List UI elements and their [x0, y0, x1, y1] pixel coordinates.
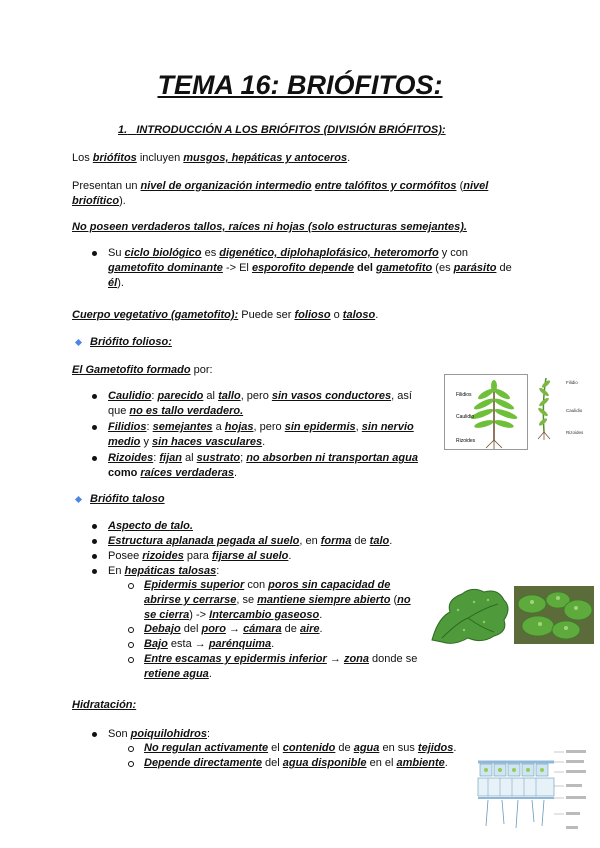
hidratacion-heading: Hidratación:: [72, 699, 137, 711]
sub-bullet-ring: [128, 761, 134, 767]
bullet-dot: [92, 394, 97, 399]
taloso-sub-4: Entre escamas y epidermis inferior → zona donde se retiene agua.: [144, 653, 418, 680]
folioso-item: Filidios: semejantes a hojas, pero sin epidermis, sin nervio medio y sin haces vasculares.: [108, 421, 414, 448]
taloso-sub-2: Debajo del poro → cámara de aire.: [144, 623, 323, 635]
label-filidios: Filidios: [456, 392, 472, 398]
vegetative-body-line: Cuerpo vegetativo (gametofito): Puede ser folioso o taloso.: [72, 309, 379, 321]
bullet-dot: [92, 456, 97, 461]
sub-bullet-ring: [128, 657, 134, 663]
label-caulidio: Caulidio: [456, 414, 475, 420]
hidratacion-item-1: Son poiquilohidros:: [108, 728, 211, 740]
hidratacion-sub-1: No regulan activamente el contenido de agua en sus tejidos.: [144, 742, 457, 754]
gametofito-line: El Gametofito formado por:: [72, 364, 213, 376]
taloso-heading: Briófito taloso: [90, 493, 165, 505]
taloso-item-2: Estructura aplanada pegada al suelo, en forma de talo.: [108, 535, 393, 547]
diamond-bullet-icon: [75, 496, 82, 503]
sub-bullet-ring: [128, 583, 134, 589]
bullet-dot: [92, 524, 97, 529]
diamond-bullet-icon: [75, 339, 82, 346]
hidratacion-sub-2: Depende directamente del agua disponible en el ambiente.: [144, 757, 448, 769]
moss-diagram-figure: [444, 374, 528, 450]
sub-bullet-ring: [128, 746, 134, 752]
folioso-item: Rizoides: fijan al sustrato; no absorben ni transportan agua como raíces verdaderas.: [108, 452, 418, 479]
folioso-heading: Briófito folioso:: [90, 336, 172, 348]
taloso-sub-1: Epidermis superior con poros sin capacidad de abrirse y cerrarse, se mantiene siempre abierto (no se cierra) -> Intercambio gaseoso.: [144, 579, 411, 621]
bullet-dot: [92, 554, 97, 559]
bullet-dot: [92, 732, 97, 737]
bullet-dot: [92, 251, 97, 256]
intro-paragraph-3: No poseen verdaderos tallos, raíces ni hojas (solo estructuras semejantes).: [72, 221, 467, 233]
page-title: TEMA 16: BRIÓFITOS:: [157, 70, 443, 100]
moss-plant-figure: [530, 372, 588, 440]
taloso-item-4: En hepáticas talosas:: [108, 565, 220, 577]
taloso-sub-3: Bajo esta → parénquima.: [144, 638, 275, 650]
cycle-bullet: Su ciclo biológico es digenético, diplohaplofásico, heteromorfo y con gametofito dominante -> El esporofito depende del gametofito (es parásito de él).: [108, 247, 512, 289]
thallus-liverwort-figure: [428, 578, 512, 648]
sub-bullet-ring: [128, 642, 134, 648]
label-rizoides: Rizoides: [456, 438, 476, 444]
bullet-dot: [92, 569, 97, 574]
bullet-dot: [92, 425, 97, 430]
intro-paragraph-1: Los briófitos incluyen musgos, hepáticas y antoceros.: [72, 152, 351, 164]
thallus-cross-section-figure: [474, 742, 590, 834]
section-heading-1: 1. INTRODUCCIÓN A LOS BRIÓFITOS (DIVISIÓN BRIÓFITOS):: [118, 124, 446, 136]
label-caulidio-2: Caulidio: [566, 408, 583, 413]
taloso-item-3: Posee rizoides para fijarse al suelo.: [108, 550, 292, 562]
label-filidio: Filidio: [566, 380, 578, 385]
bullet-dot: [92, 539, 97, 544]
taloso-item-1: Aspecto de talo.: [108, 520, 193, 532]
label-rizoides-2: Rizoides: [566, 430, 584, 435]
sub-bullet-ring: [128, 627, 134, 633]
folioso-item: Caulidio: parecido al tallo, pero sin vasos conductores, así que no es tallo verdadero.: [108, 390, 412, 417]
intro-paragraph-2: Presentan un nivel de organización intermedio entre talófitos y cormófitos (nivel briofítico).: [72, 180, 489, 207]
liverwort-photo: [514, 586, 594, 644]
